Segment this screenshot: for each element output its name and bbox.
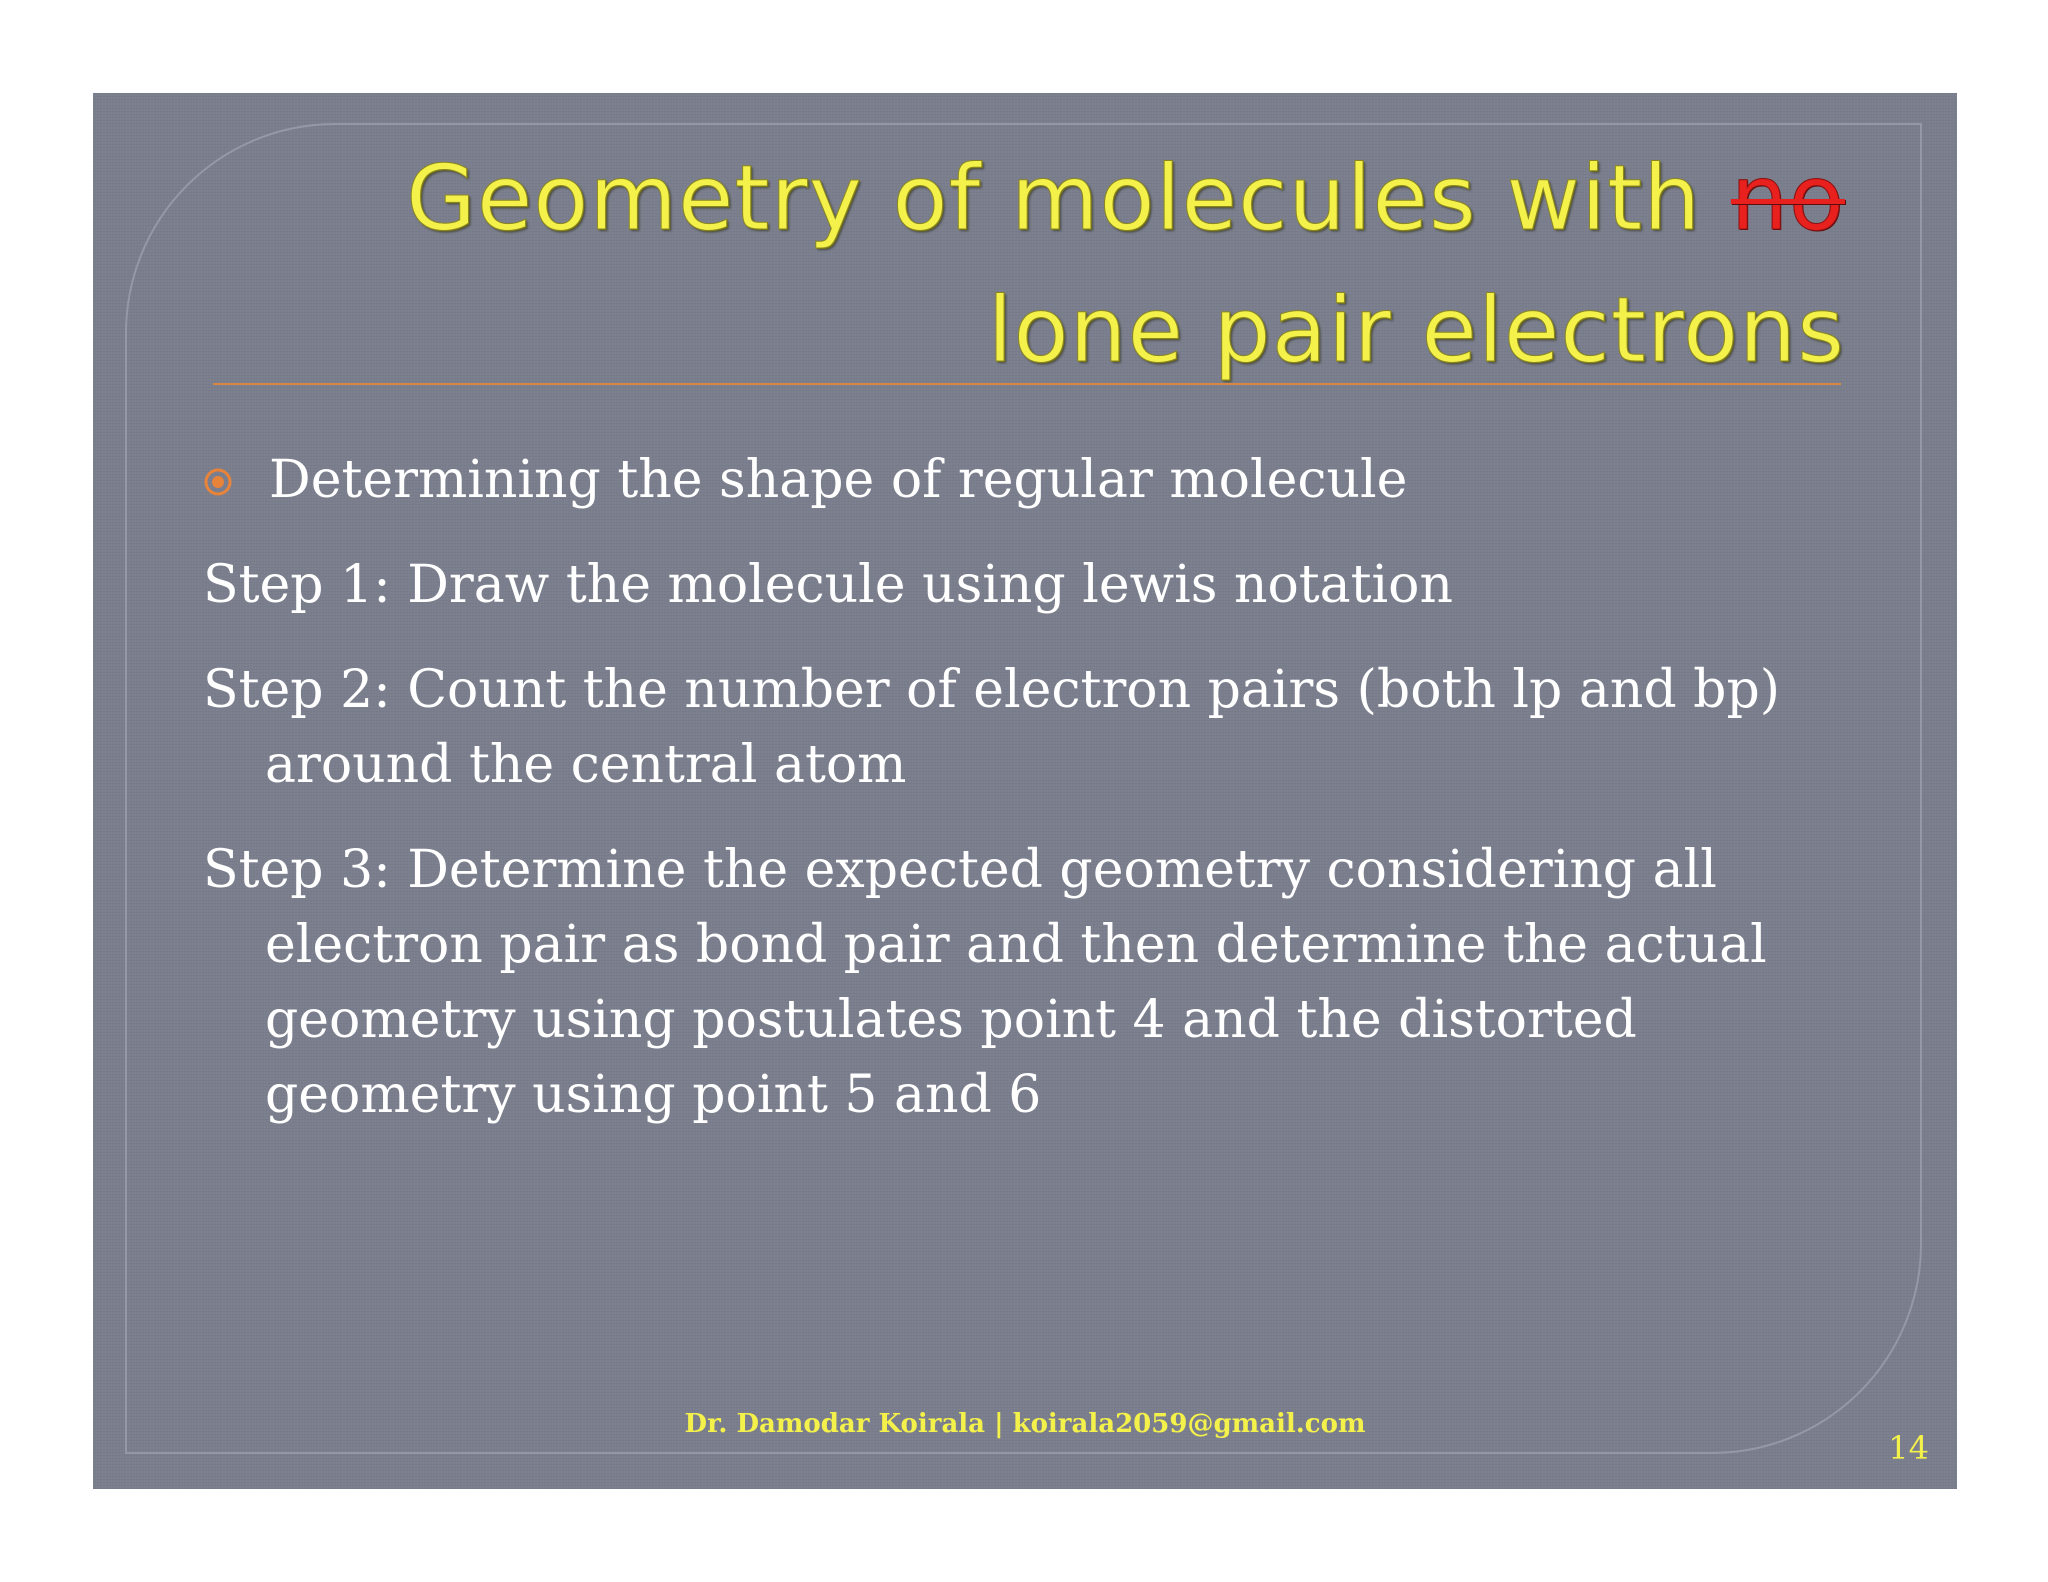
title-line-1: [406, 133, 1845, 265]
slide-footer: Dr. Damodar Koirala | koirala2059@gmail.com: [684, 1409, 1366, 1439]
bullet-item: [203, 443, 1903, 518]
circled-dot-icon: [203, 467, 233, 497]
slide: [93, 93, 1957, 1489]
slide-body: [203, 443, 1903, 1163]
step-1: Step 1: Draw the molecule using lewis notation: [203, 555, 1453, 615]
slide-title: [406, 133, 1845, 397]
step-2: Step 2: Count the number of electron pairs (both lp and bp) around the central atom: [203, 660, 1781, 795]
bullet-text: Determining the shape of regular molecule: [269, 450, 1408, 510]
page-number: 14: [1888, 1429, 1929, 1467]
step-3: Step 3: Determine the expected geometry considering all electron pair as bond pair and then determine the actual geometry using postulates point 4 and the distorted geometry using point 5 and 6: [203, 840, 1767, 1125]
title-divider: [213, 383, 1841, 385]
title-line-1-text: Geometry of molecules with: [406, 146, 1731, 251]
title-line-2: lone pair electrons: [987, 278, 1845, 383]
title-struck-word: no: [1730, 146, 1845, 251]
